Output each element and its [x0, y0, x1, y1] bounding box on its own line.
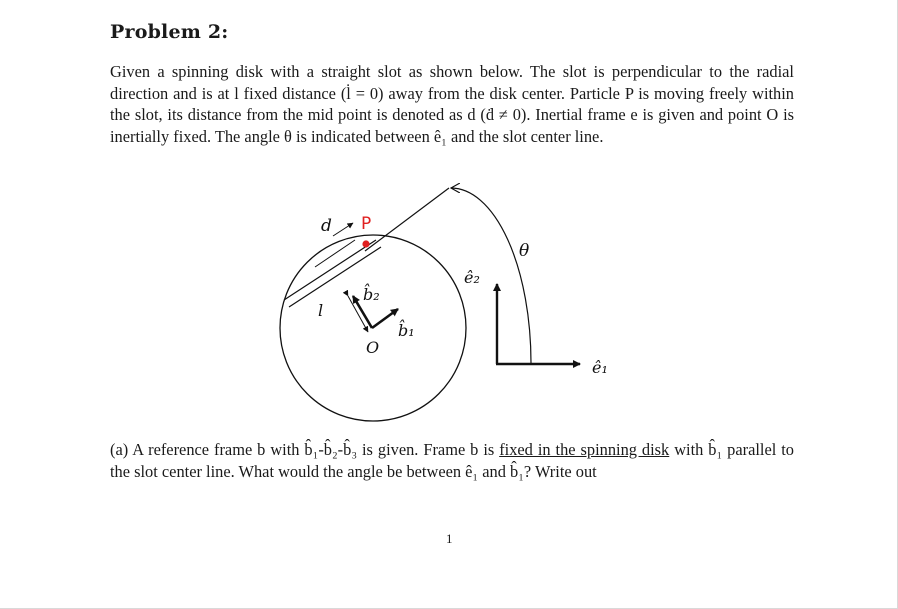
part-a-text-before: (a) A reference frame b with b̂₁-b̂₂-b̂₃ is given. Frame b is [110, 440, 500, 459]
label-p: P [361, 214, 372, 234]
particle-p [362, 240, 369, 247]
theta-arc [451, 188, 531, 363]
problem-title: Problem 2: [110, 21, 229, 43]
label-theta: θ [519, 241, 530, 261]
page-number: 1 [446, 531, 453, 546]
label-e2: ê₂ [464, 268, 480, 287]
b1-vector-arrow [372, 309, 398, 328]
label-b2: b̂₂ [363, 285, 380, 304]
part-a-text-after: with b̂₁ parallel to the slot center line. What would the angle be between ê₁ and b̂₁? Write out [110, 440, 794, 481]
label-d: d [321, 216, 332, 236]
label-e1: ê₁ [592, 358, 608, 377]
d-dimension-line [315, 240, 355, 267]
intro-paragraph: Given a spinning disk with a straight slot as shown below. The slot is perpendicular to the radial direction and is at l fixed distance (l̇ = 0) away from the disk center. Particle P is moving freely within the slot, its distance from the mid point is denoted as d (ḋ ≠ 0). Inertial frame e is given and point O is inertially fixed. The angle θ is indicated between ê₁ and the slot center line. [110, 62, 794, 146]
d-arrow [333, 223, 353, 236]
label-b1: b̂₁ [398, 321, 415, 340]
part-a-paragraph [110, 439, 794, 482]
part-a-underlined-text: fixed in the spinning disk [499, 440, 670, 459]
label-o: O [366, 338, 380, 357]
label-l: l [318, 301, 324, 320]
